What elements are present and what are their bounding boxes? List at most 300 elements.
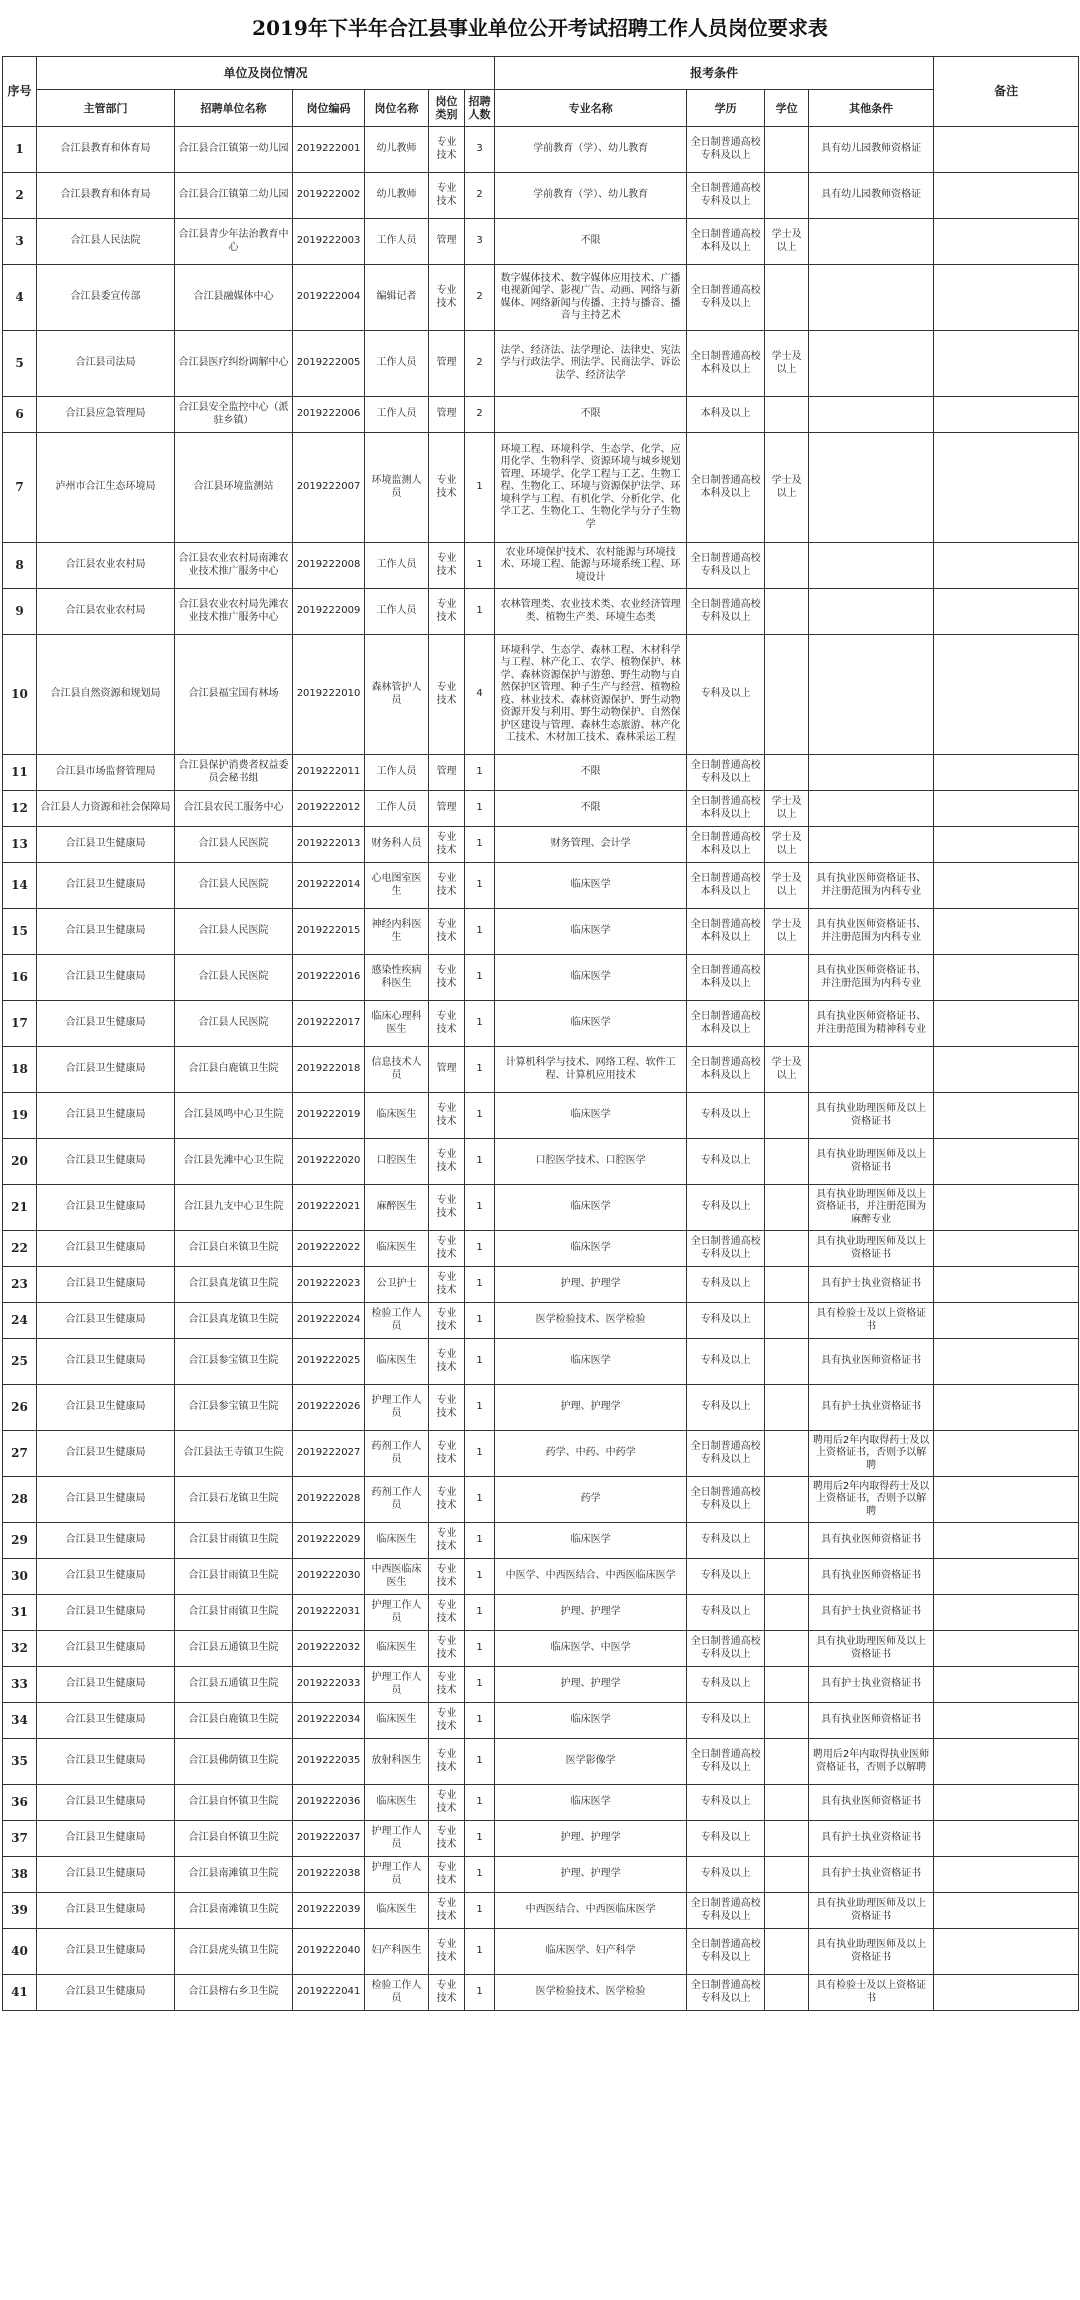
table-cell: 专业技术 [429, 1231, 465, 1267]
table-body [3, 127, 1079, 2011]
table-cell: 合江县卫生健康局 [37, 1267, 175, 1303]
table-cell: 2019222014 [293, 863, 365, 909]
table-cell [934, 265, 1079, 331]
table-cell: 合江县虎头镇卫生院 [175, 1929, 293, 1975]
table-cell: 护理工作人员 [365, 1857, 429, 1893]
table-cell: 临床医生 [365, 1631, 429, 1667]
table-cell: 4 [3, 265, 37, 331]
table-cell: 临床医学 [495, 1703, 687, 1739]
table-cell: 护理工作人员 [365, 1821, 429, 1857]
table-cell: 6 [3, 397, 37, 433]
table-cell [934, 1893, 1079, 1929]
table-cell: 4 [465, 635, 495, 755]
table-cell: 合江县医疗纠纷调解中心 [175, 331, 293, 397]
table-cell: 2019222019 [293, 1093, 365, 1139]
table-cell: 合江县九支中心卫生院 [175, 1185, 293, 1231]
table-cell [809, 755, 934, 791]
table-cell: 中医学、中西医结合、中西医临床医学 [495, 1559, 687, 1595]
table-cell: 护理、护理学 [495, 1667, 687, 1703]
recruitment-table [2, 56, 1079, 2011]
table-cell: 专科及以上 [687, 1559, 765, 1595]
table-cell: 法学、经济法、法学理论、法律史、宪法学与行政法学、刑法学、民商法学、诉讼法学、经济法学 [495, 331, 687, 397]
table-cell [765, 1339, 809, 1385]
table-cell: 2 [465, 397, 495, 433]
table-cell: 护理、护理学 [495, 1595, 687, 1631]
table-cell: 具有护士执业资格证书 [809, 1267, 934, 1303]
table-cell: 合江县融媒体中心 [175, 265, 293, 331]
table-cell [809, 331, 934, 397]
table-cell: 合江县石龙镇卫生院 [175, 1477, 293, 1523]
table-cell: 临床医学 [495, 1001, 687, 1047]
table-cell: 合江县人民医院 [175, 955, 293, 1001]
table-cell: 具有执业医师资格证书、并注册范围为内科专业 [809, 863, 934, 909]
column-header: 主管部门 [37, 90, 175, 127]
table-cell: 1 [465, 589, 495, 635]
table-cell: 合江县卫生健康局 [37, 1595, 175, 1631]
table-cell: 专科及以上 [687, 1821, 765, 1857]
table-cell: 管理 [429, 397, 465, 433]
table-row [3, 1431, 1079, 1477]
table-cell: 工作人员 [365, 755, 429, 791]
table-cell [934, 1139, 1079, 1185]
table-cell: 1 [465, 755, 495, 791]
table-cell: 临床医生 [365, 1785, 429, 1821]
table-cell: 合江县南滩镇卫生院 [175, 1893, 293, 1929]
table-cell [765, 755, 809, 791]
table-cell: 合江县先滩中心卫生院 [175, 1139, 293, 1185]
table-cell [934, 1785, 1079, 1821]
table-cell [934, 1185, 1079, 1231]
column-header: 学位 [765, 90, 809, 127]
table-cell: 合江县农业农村局 [37, 589, 175, 635]
table-cell [765, 1431, 809, 1477]
table-cell [934, 1477, 1079, 1523]
table-cell [934, 1231, 1079, 1267]
table-cell: 2019222020 [293, 1139, 365, 1185]
table-cell: 专业技术 [429, 1385, 465, 1431]
table-cell: 28 [3, 1477, 37, 1523]
table-cell: 具有执业医师资格证书 [809, 1523, 934, 1559]
table-cell: 中西医结合、中西医临床医学 [495, 1893, 687, 1929]
table-cell: 专业技术 [429, 1267, 465, 1303]
table-cell: 合江县卫生健康局 [37, 955, 175, 1001]
table-cell: 全日制普通高校本科及以上 [687, 1047, 765, 1093]
table-row [3, 635, 1079, 755]
table-cell: 1 [465, 1893, 495, 1929]
table-cell [765, 1303, 809, 1339]
table-row [3, 1231, 1079, 1267]
table-row [3, 827, 1079, 863]
table-cell: 全日制普通高校专科及以上 [687, 1477, 765, 1523]
table-cell: 2019222013 [293, 827, 365, 863]
table-cell: 口腔医生 [365, 1139, 429, 1185]
table-cell: 泸州市合江生态环境局 [37, 433, 175, 543]
table-cell [934, 909, 1079, 955]
table-row [3, 1523, 1079, 1559]
table-cell: 专业技术 [429, 1893, 465, 1929]
table-cell: 合江县自然资源和规划局 [37, 635, 175, 755]
table-cell: 管理 [429, 755, 465, 791]
table-cell: 12 [3, 791, 37, 827]
table-cell [934, 1631, 1079, 1667]
table-cell: 学士及以上 [765, 433, 809, 543]
table-cell: 药学 [495, 1477, 687, 1523]
table-cell [934, 127, 1079, 173]
table-cell: 工作人员 [365, 543, 429, 589]
table-cell: 合江县教育和体育局 [37, 173, 175, 219]
table-cell: 专业技术 [429, 1001, 465, 1047]
table-cell [934, 1975, 1079, 2011]
table-cell: 22 [3, 1231, 37, 1267]
table-cell: 具有执业助理医师及以上资格证书 [809, 1893, 934, 1929]
table-cell: 专业技术 [429, 1339, 465, 1385]
table-cell: 2019222029 [293, 1523, 365, 1559]
table-cell: 具有幼儿园教师资格证 [809, 127, 934, 173]
table-cell: 感染性疾病科医生 [365, 955, 429, 1001]
table-cell: 专业技术 [429, 173, 465, 219]
table-cell: 合江县卫生健康局 [37, 1523, 175, 1559]
table-cell: 2019222012 [293, 791, 365, 827]
table-cell: 25 [3, 1339, 37, 1385]
column-header: 岗位名称 [365, 90, 429, 127]
table-cell: 2019222027 [293, 1431, 365, 1477]
table-cell: 医学检验技术、医学检验 [495, 1975, 687, 2011]
table-cell: 合江县卫生健康局 [37, 1893, 175, 1929]
table-cell: 2019222008 [293, 543, 365, 589]
table-cell: 27 [3, 1431, 37, 1477]
table-cell: 合江县卫生健康局 [37, 1339, 175, 1385]
table-cell [809, 265, 934, 331]
table-cell [809, 791, 934, 827]
table-cell: 具有执业医师资格证书、并注册范围为内科专业 [809, 909, 934, 955]
table-cell: 全日制普通高校本科及以上 [687, 331, 765, 397]
table-cell: 合江县榕右乡卫生院 [175, 1975, 293, 2011]
table-cell [809, 827, 934, 863]
table-cell: 2 [465, 331, 495, 397]
table-cell: 合江县环境监测站 [175, 433, 293, 543]
table-cell [765, 589, 809, 635]
table-cell [934, 1385, 1079, 1431]
table-cell: 管理 [429, 1047, 465, 1093]
table-cell: 专科及以上 [687, 1303, 765, 1339]
table-cell: 合江县甘雨镇卫生院 [175, 1595, 293, 1631]
table-cell: 9 [3, 589, 37, 635]
table-cell: 具有执业医师资格证书 [809, 1559, 934, 1595]
table-cell [934, 219, 1079, 265]
table-cell: 合江县法王寺镇卫生院 [175, 1431, 293, 1477]
table-cell: 合江县南滩镇卫生院 [175, 1857, 293, 1893]
table-cell: 专科及以上 [687, 1703, 765, 1739]
table-cell: 1 [465, 1477, 495, 1523]
table-cell [809, 635, 934, 755]
table-cell: 专科及以上 [687, 1093, 765, 1139]
table-cell: 合江县卫生健康局 [37, 1739, 175, 1785]
table-cell: 3 [465, 127, 495, 173]
table-cell: 合江县市场监督管理局 [37, 755, 175, 791]
table-cell: 管理 [429, 331, 465, 397]
table-cell: 1 [465, 1231, 495, 1267]
table-cell: 计算机科学与技术、网络工程、软件工程、计算机应用技术 [495, 1047, 687, 1093]
table-cell: 具有检验士及以上资格证书 [809, 1303, 934, 1339]
table-cell: 专业技术 [429, 1631, 465, 1667]
table-cell: 2019222040 [293, 1929, 365, 1975]
table-cell: 2019222002 [293, 173, 365, 219]
table-cell: 学士及以上 [765, 791, 809, 827]
table-cell [765, 1739, 809, 1785]
table-cell: 专业技术 [429, 265, 465, 331]
table-cell: 合江县白米镇卫生院 [175, 1231, 293, 1267]
table-cell [765, 1477, 809, 1523]
table-cell: 全日制普通高校专科及以上 [687, 755, 765, 791]
requirements-group-header: 报考条件 [495, 57, 934, 90]
table-cell [765, 265, 809, 331]
table-row [3, 1139, 1079, 1185]
table-cell: 1 [465, 1739, 495, 1785]
table-cell: 具有检验士及以上资格证书 [809, 1975, 934, 2011]
table-cell: 合江县卫生健康局 [37, 1477, 175, 1523]
table-cell: 临床医学 [495, 1523, 687, 1559]
table-cell: 1 [465, 1857, 495, 1893]
seq-header: 序号 [3, 57, 37, 127]
table-cell: 专科及以上 [687, 1267, 765, 1303]
table-cell [765, 1559, 809, 1595]
table-row [3, 1093, 1079, 1139]
table-cell [765, 1631, 809, 1667]
table-cell [934, 173, 1079, 219]
table-cell: 2019222006 [293, 397, 365, 433]
table-row [3, 1559, 1079, 1595]
table-cell: 具有幼儿园教师资格证 [809, 173, 934, 219]
table-cell: 合江县卫生健康局 [37, 1667, 175, 1703]
table-cell: 口腔医学技术、口腔医学 [495, 1139, 687, 1185]
table-cell: 专业技术 [429, 635, 465, 755]
table-cell: 专业技术 [429, 1303, 465, 1339]
table-cell: 1 [465, 1267, 495, 1303]
table-cell: 全日制普通高校专科及以上 [687, 127, 765, 173]
table-cell: 2019222038 [293, 1857, 365, 1893]
table-cell: 合江县教育和体育局 [37, 127, 175, 173]
table-cell: 检验工作人员 [365, 1303, 429, 1339]
table-cell: 合江县应急管理局 [37, 397, 175, 433]
table-cell: 专科及以上 [687, 1523, 765, 1559]
table-cell: 本科及以上 [687, 397, 765, 433]
table-cell: 专业技术 [429, 433, 465, 543]
table-cell: 专业技术 [429, 863, 465, 909]
table-cell: 1 [465, 1523, 495, 1559]
table-cell: 2019222039 [293, 1893, 365, 1929]
table-cell [934, 1559, 1079, 1595]
table-cell: 具有护士执业资格证书 [809, 1385, 934, 1431]
table-cell: 聘用后2年内取得执业医师资格证书，否则予以解聘 [809, 1739, 934, 1785]
table-cell: 临床医生 [365, 1703, 429, 1739]
table-cell [934, 791, 1079, 827]
table-cell: 具有护士执业资格证书 [809, 1595, 934, 1631]
table-cell: 2019222016 [293, 955, 365, 1001]
table-cell: 39 [3, 1893, 37, 1929]
table-cell: 合江县卫生健康局 [37, 909, 175, 955]
table-cell: 合江县保护消费者权益委员会秘书组 [175, 755, 293, 791]
table-cell: 5 [3, 331, 37, 397]
table-cell: 2 [465, 173, 495, 219]
table-cell: 合江县卫生健康局 [37, 1631, 175, 1667]
table-cell: 专业技术 [429, 589, 465, 635]
table-cell: 具有执业医师资格证书、并注册范围为精神科专业 [809, 1001, 934, 1047]
table-cell: 合江县白鹿镇卫生院 [175, 1047, 293, 1093]
table-cell: 合江县卫生健康局 [37, 1185, 175, 1231]
table-cell: 19 [3, 1093, 37, 1139]
table-cell: 具有执业医师资格证书 [809, 1339, 934, 1385]
table-cell [934, 1595, 1079, 1631]
table-cell: 护理工作人员 [365, 1385, 429, 1431]
table-cell: 40 [3, 1929, 37, 1975]
table-cell [765, 955, 809, 1001]
table-cell: 学士及以上 [765, 1047, 809, 1093]
table-cell: 合江县卫生健康局 [37, 1929, 175, 1975]
table-cell: 学士及以上 [765, 863, 809, 909]
table-cell: 临床医学 [495, 1785, 687, 1821]
table-cell: 不限 [495, 791, 687, 827]
table-cell: 合江县农民工服务中心 [175, 791, 293, 827]
table-cell: 1 [465, 543, 495, 589]
table-cell: 合江县人民医院 [175, 909, 293, 955]
table-cell [934, 1523, 1079, 1559]
table-cell: 2019222030 [293, 1559, 365, 1595]
table-cell: 具有护士执业资格证书 [809, 1821, 934, 1857]
table-cell: 临床医生 [365, 1893, 429, 1929]
table-cell: 具有执业助理医师及以上资格证书 [809, 1231, 934, 1267]
table-cell: 工作人员 [365, 589, 429, 635]
table-cell: 幼儿教师 [365, 127, 429, 173]
table-cell: 全日制普通高校本科及以上 [687, 433, 765, 543]
table-cell: 专业技术 [429, 1703, 465, 1739]
table-cell: 护理、护理学 [495, 1385, 687, 1431]
table-cell: 专业技术 [429, 127, 465, 173]
table-cell: 1 [465, 1385, 495, 1431]
table-cell [765, 1385, 809, 1431]
table-cell: 专科及以上 [687, 1667, 765, 1703]
table-cell: 护理、护理学 [495, 1821, 687, 1857]
table-row [3, 1001, 1079, 1047]
table-cell: 环境科学、生态学、森林工程、木材科学与工程、林产化工、农学、植物保护、林学、森林资源保护与游憩、野生动物与自然保护区管理、种子生产与经营、植物检疫、林业技术、森林资源保护、野生动物资源开发与利用、野生动物保护、自然保护区建设与管理、森林生态旅游、林产化工技术、木材加工技术、森林采运工程 [495, 635, 687, 755]
table-cell: 具有护士执业资格证书 [809, 1667, 934, 1703]
table-cell: 合江县卫生健康局 [37, 827, 175, 863]
table-cell: 2019222021 [293, 1185, 365, 1231]
table-cell: 专科及以上 [687, 1339, 765, 1385]
table-cell: 专科及以上 [687, 1385, 765, 1431]
table-cell: 合江县卫生健康局 [37, 1001, 175, 1047]
table-row [3, 397, 1079, 433]
table-cell: 具有执业医师资格证书 [809, 1785, 934, 1821]
table-cell: 3 [3, 219, 37, 265]
table-cell: 合江县安全监控中心（派驻乡镇） [175, 397, 293, 433]
table-cell: 工作人员 [365, 397, 429, 433]
table-cell: 1 [465, 1559, 495, 1595]
table-cell: 2019222024 [293, 1303, 365, 1339]
table-cell: 全日制普通高校专科及以上 [687, 1929, 765, 1975]
table-cell: 专业技术 [429, 1431, 465, 1477]
table-cell: 7 [3, 433, 37, 543]
table-cell: 合江县人民医院 [175, 863, 293, 909]
table-cell: 全日制普通高校本科及以上 [687, 909, 765, 955]
table-cell: 17 [3, 1001, 37, 1047]
table-cell: 医学影像学 [495, 1739, 687, 1785]
table-cell [934, 635, 1079, 755]
table-cell: 16 [3, 955, 37, 1001]
table-cell: 合江县合江镇第二幼儿园 [175, 173, 293, 219]
table-cell: 24 [3, 1303, 37, 1339]
table-cell: 专科及以上 [687, 1785, 765, 1821]
column-header: 专业名称 [495, 90, 687, 127]
table-cell: 全日制普通高校本科及以上 [687, 791, 765, 827]
table-cell [934, 1267, 1079, 1303]
table-cell: 1 [465, 1185, 495, 1231]
table-cell: 20 [3, 1139, 37, 1185]
table-cell [765, 397, 809, 433]
table-cell [765, 635, 809, 755]
table-cell: 专业技术 [429, 1739, 465, 1785]
table-cell: 21 [3, 1185, 37, 1231]
table-row [3, 1929, 1079, 1975]
table-cell: 不限 [495, 219, 687, 265]
table-cell: 2019222001 [293, 127, 365, 173]
table-cell: 全日制普通高校本科及以上 [687, 1001, 765, 1047]
table-cell: 合江县白鹿镇卫生院 [175, 1703, 293, 1739]
table-cell: 临床医学 [495, 909, 687, 955]
table-row [3, 1785, 1079, 1821]
table-row [3, 1303, 1079, 1339]
table-cell: 专业技术 [429, 909, 465, 955]
table-cell [809, 433, 934, 543]
table-cell [809, 589, 934, 635]
table-cell: 专业技术 [429, 1975, 465, 2011]
table-cell: 具有执业医师资格证书 [809, 1703, 934, 1739]
table-row [3, 1703, 1079, 1739]
table-cell: 1 [465, 863, 495, 909]
table-cell: 1 [465, 1821, 495, 1857]
table-cell: 1 [465, 1631, 495, 1667]
table-cell: 合江县参宝镇卫生院 [175, 1385, 293, 1431]
table-row [3, 1667, 1079, 1703]
table-cell: 2019222003 [293, 219, 365, 265]
table-cell: 管理 [429, 791, 465, 827]
table-cell: 合江县委宣传部 [37, 265, 175, 331]
table-cell: 2019222025 [293, 1339, 365, 1385]
table-cell: 专业技术 [429, 1667, 465, 1703]
table-cell: 合江县真龙镇卫生院 [175, 1303, 293, 1339]
table-cell [765, 1893, 809, 1929]
table-cell: 2019222005 [293, 331, 365, 397]
table-cell: 具有执业助理医师及以上资格证书 [809, 1929, 934, 1975]
table-cell: 合江县卫生健康局 [37, 1703, 175, 1739]
table-cell: 学前教育（学）、幼儿教育 [495, 127, 687, 173]
table-cell [934, 955, 1079, 1001]
table-cell [809, 1047, 934, 1093]
table-row [3, 1185, 1079, 1231]
table-cell [765, 543, 809, 589]
table-cell: 数字媒体技术、数字媒体应用技术、广播电视新闻学、影视广告、动画、网络与新媒体、网络新闻与传播、主持与播音、播音与主持艺术 [495, 265, 687, 331]
table-cell: 全日制普通高校专科及以上 [687, 1739, 765, 1785]
table-cell: 合江县甘雨镇卫生院 [175, 1559, 293, 1595]
table-cell: 专业技术 [429, 1523, 465, 1559]
table-cell: 全日制普通高校专科及以上 [687, 1631, 765, 1667]
table-cell: 合江县卫生健康局 [37, 1231, 175, 1267]
table-cell [765, 1523, 809, 1559]
table-cell: 专科及以上 [687, 1857, 765, 1893]
table-cell: 合江县卫生健康局 [37, 1385, 175, 1431]
table-row [3, 433, 1079, 543]
table-cell: 合江县青少年法治教育中心 [175, 219, 293, 265]
table-cell: 11 [3, 755, 37, 791]
